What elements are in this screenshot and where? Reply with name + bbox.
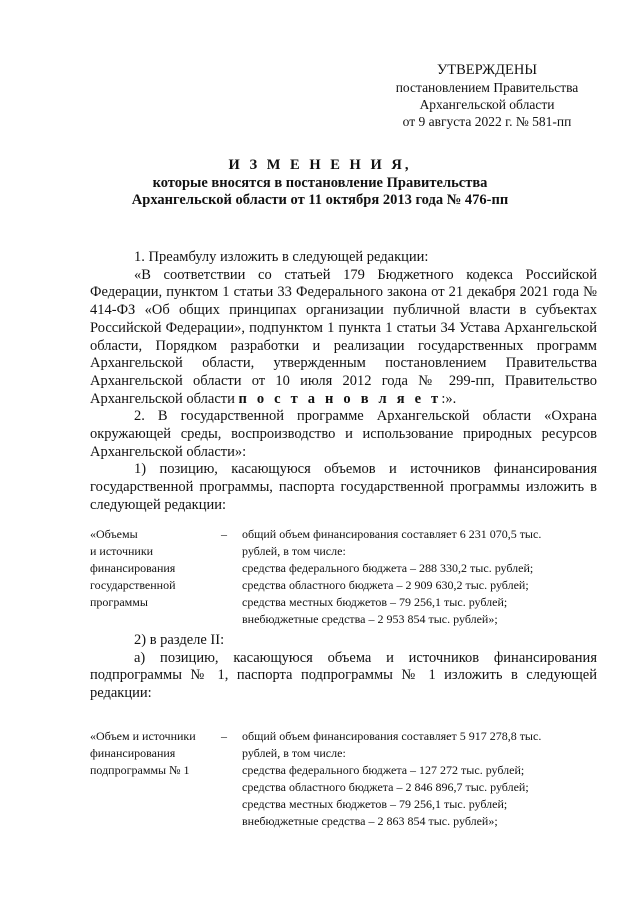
table-value: рублей, в том числе: bbox=[242, 544, 346, 558]
table-value: рублей, в том числе: bbox=[242, 746, 346, 760]
preamble-end: :». bbox=[441, 390, 457, 407]
table-value: общий объем финансирования составляет 6 231 070,5 тыс. bbox=[242, 527, 542, 541]
table-label: «Объемы bbox=[90, 527, 138, 541]
approval-stamp bbox=[372, 62, 602, 130]
table-value: средства местных бюджетов – 79 256,1 тыс. рублей; bbox=[242, 797, 508, 811]
title-heading: И З М Е Н Е Н И Я, bbox=[228, 157, 412, 173]
approval-heading: УТВЕРЖДЕНЫ bbox=[436, 62, 538, 78]
document-title bbox=[40, 157, 600, 210]
table-dash: – bbox=[221, 729, 227, 743]
paragraph: 1. Преамбулу изложить в следующей редакции: bbox=[134, 249, 429, 265]
preamble-emphasis: п о с т а н о в л я е т bbox=[238, 390, 442, 407]
paragraph: 2. В государственной программе Архангельской области «Охрана окружающей среды, воспроизводство и использование природных ресурсов Архангельской области»: bbox=[90, 408, 597, 460]
paragraph-preamble bbox=[90, 267, 597, 409]
paragraph: 1) позицию, касающуюся объемов и источников финансирования государственной программы, паспорта государственной программы изложить в следующей редакции: bbox=[90, 461, 597, 513]
approval-line: Архангельской области bbox=[419, 97, 555, 112]
approval-line: постановлением Правительства bbox=[395, 80, 579, 95]
table-value: средства федерального бюджета – 127 272 тыс. рублей; bbox=[242, 763, 525, 777]
table-label: финансирования bbox=[90, 746, 176, 760]
table-dash: – bbox=[221, 527, 227, 541]
title-subline: Архангельской области от 11 октября 2013 года № 476-пп bbox=[131, 192, 509, 208]
table-right-column bbox=[242, 728, 602, 830]
table-right-column bbox=[242, 526, 602, 628]
document-body bbox=[90, 249, 597, 515]
table-value: средства областного бюджета – 2 909 630,2 тыс. рублей; bbox=[242, 578, 529, 592]
approval-date: от 9 августа 2022 г. № 581-пп bbox=[402, 114, 572, 129]
financing-table-subprogram bbox=[90, 728, 600, 828]
table-value: внебюджетные средства – 2 953 854 тыс. рублей»; bbox=[242, 612, 498, 626]
table-label: подпрограммы № 1 bbox=[90, 763, 190, 777]
paragraph: 2) в разделе II: bbox=[134, 632, 225, 648]
table-value: средства областного бюджета – 2 846 896,7 тыс. рублей; bbox=[242, 780, 529, 794]
financing-table-program bbox=[90, 526, 600, 626]
table-label: программы bbox=[90, 595, 148, 609]
table-value: средства федерального бюджета – 288 330,2 тыс. рублей; bbox=[242, 561, 534, 575]
table-left-column bbox=[90, 526, 220, 611]
table-value: средства местных бюджетов – 79 256,1 тыс. рублей; bbox=[242, 595, 508, 609]
document-body-continued bbox=[90, 632, 597, 703]
table-label: и источники bbox=[90, 544, 154, 558]
table-label: государственной bbox=[90, 578, 176, 592]
paragraph: а) позицию, касающуюся объема и источников финансирования подпрограммы № 1, паспорта подпрограммы № 1 изложить в следующей редакции: bbox=[90, 649, 597, 702]
title-subline: которые вносятся в постановление Правительства bbox=[152, 174, 488, 191]
table-value: общий объем финансирования составляет 5 917 278,8 тыс. bbox=[242, 729, 542, 743]
table-label: «Объем и источники bbox=[90, 729, 196, 743]
table-left-column bbox=[90, 728, 220, 779]
preamble-text: «В соответствии со статьей 179 Бюджетного кодекса Российской Федерации, пунктом 1 статьи 33 Федерального закона от 21 декабря 2021 года № 414-ФЗ «Об общих принципах организации публичной власти в субъектах Российской Федерации», подпунктом 1 пункта 1 статьи 34 Устава Архангельской области, Порядком разработки и реализации государственных программ Архангельской области, утвержденным постановлением Правительства Архангельской области от 10 июля 2012 года № 299-пп, Правительство Архангельской области bbox=[90, 266, 597, 407]
table-value: внебюджетные средства – 2 863 854 тыс. рублей»; bbox=[242, 814, 498, 828]
table-label: финансирования bbox=[90, 561, 176, 575]
